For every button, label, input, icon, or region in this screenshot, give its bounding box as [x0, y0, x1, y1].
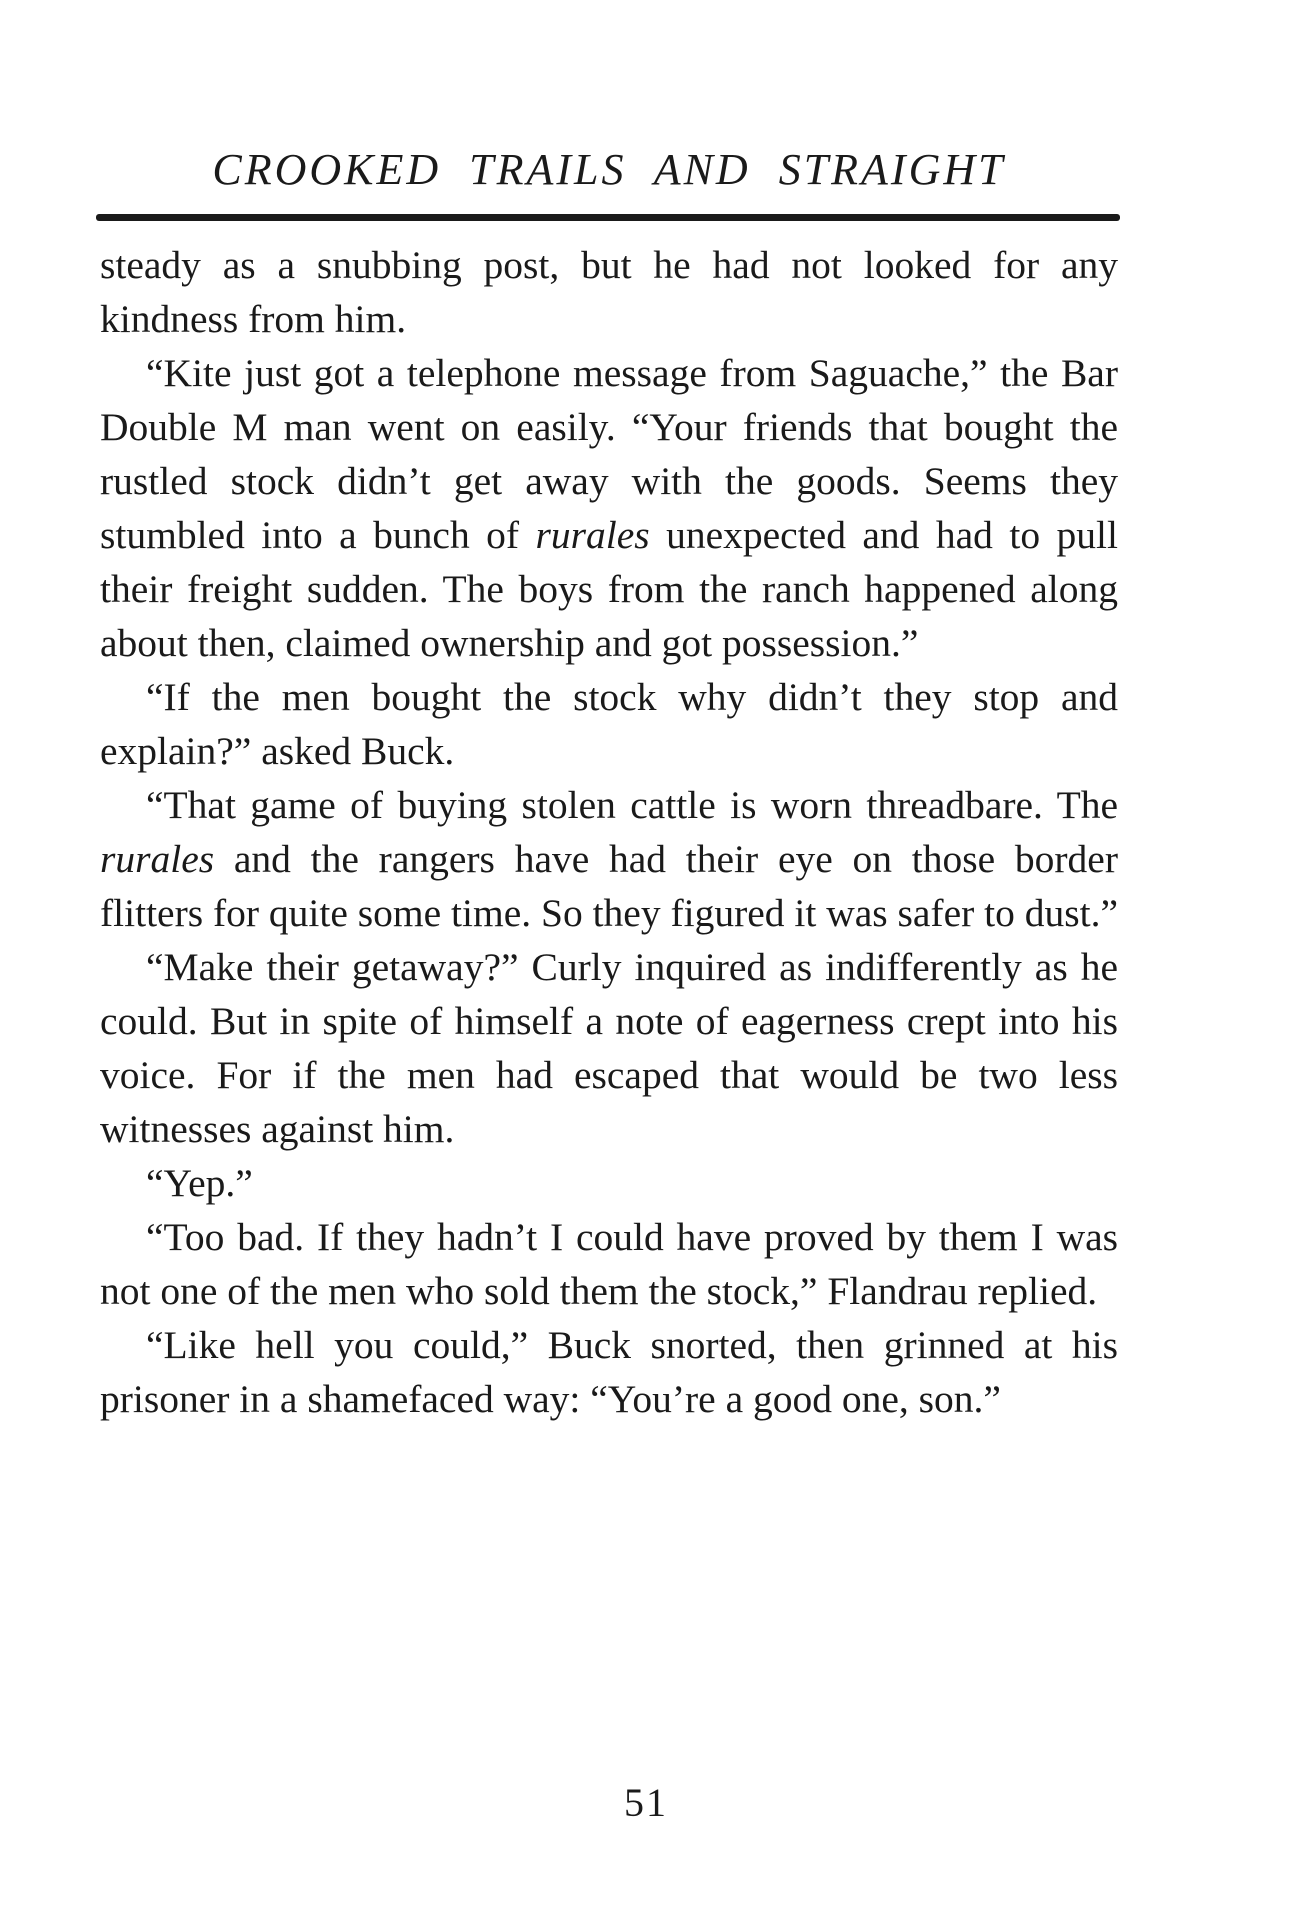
paragraph: steady as a snubbing post, but he had not looked for any kindness from him.: [100, 243, 1118, 341]
header-rule: [96, 214, 1120, 221]
body-text: [100, 238, 1118, 1426]
italic-word: rurales: [100, 837, 215, 881]
paragraph: “If the men bought the stock why didn’t they stop and explain?” asked Buck.: [100, 675, 1118, 773]
running-head: CROOKED TRAILS AND STRAIGHT: [212, 145, 1006, 194]
paragraph: “Kite just got a telephone message from Saguache,” the Bar Double M man went on easily. “Your friends that bought the rustled stock didn’t get away with the goods. Seems they stumbled into a bunch of rurales unexpected and had to pull their freight sudden. The boys from the ranch happened along about then, claimed ownership and got possession.”: [100, 351, 1118, 665]
paragraph: “Make their getaway?” Curly inquired as indifferently as he could. But in spite of himself a note of eagerness crept into his voice. For if the men had escaped that would be two less witnesses against him.: [100, 945, 1118, 1151]
paragraph: “Yep.”: [146, 1161, 253, 1205]
italic-word: rurales: [535, 513, 650, 557]
paragraph: “Too bad. If they hadn’t I could have proved by them I was not one of the men who sold them the stock,” Flandrau replied.: [100, 1215, 1118, 1313]
page-number: 51: [624, 1780, 668, 1825]
paragraph: “Like hell you could,” Buck snorted, then grinned at his prisoner in a shamefaced way: “You’re a good one, son.”: [100, 1323, 1118, 1421]
paragraph: “That game of buying stolen cattle is worn threadbare. The rurales and the rangers have had their eye on those border flitters for quite some time. So they figured it was safer to dust.”: [100, 783, 1118, 935]
